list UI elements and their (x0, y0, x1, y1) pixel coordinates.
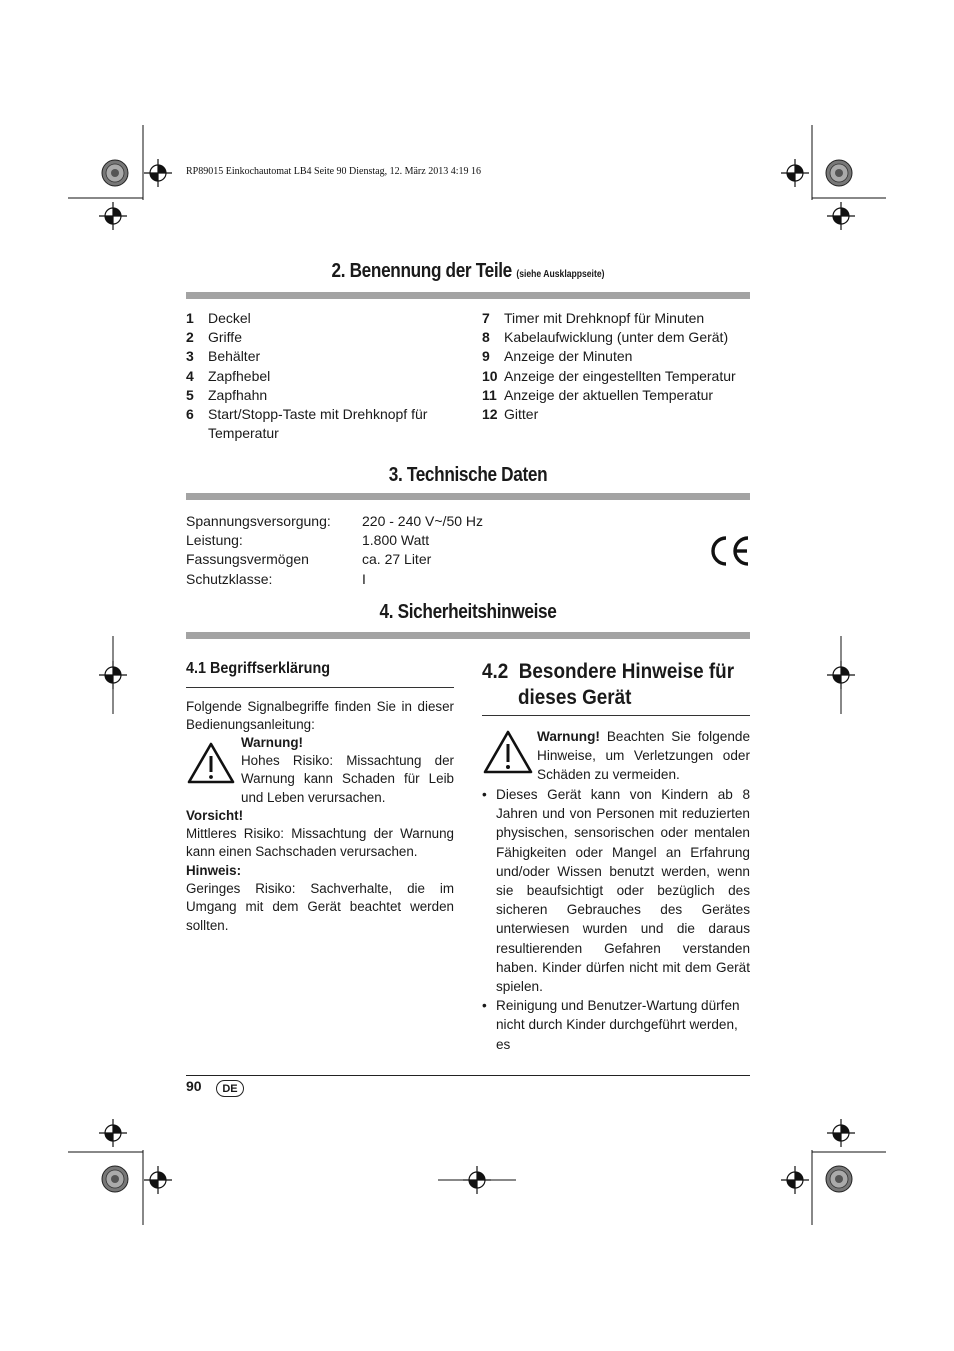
tech-data-table (186, 512, 483, 589)
part-number: 10 (482, 367, 498, 384)
bullet-text: Dieses Gerät kann von Kindern ab 8 Jahren und von Personen mit reduzierten physischen, sensorischen oder mentalen Fähigkeiten oder Mangel an Erfahrung und/oder Wissen benutzt werden, wenn sie beaufsichtigt oder bezüglich des sicheren Gebrauches des Gerätes unterwiesen wurden und die daraus resultierenden Gefahren verstanden haben. Kinder dürfen nicht mit dem Gerät spielen. (496, 787, 750, 995)
table-row (186, 531, 483, 550)
part-number: 1 (186, 310, 194, 326)
bullet-dot: • (482, 787, 487, 802)
parts-list-left (186, 309, 456, 443)
part-number: 5 (186, 386, 194, 403)
subsection-4-1-intro: Folgende Signalbegriffe finden Sie in dieser Bedienungsanleitung: (186, 699, 454, 733)
list-item (482, 328, 750, 347)
section-divider (186, 632, 750, 639)
part-label: Start/Stopp-Taste mit Drehknopf für Temperatur (208, 406, 428, 442)
list-item (186, 367, 456, 386)
registration-wheel-icon (102, 1166, 128, 1192)
section-title-parts-text: 2. Benennung der Teile (331, 260, 512, 282)
spec-label: Schutzklasse: (186, 570, 273, 587)
subsection-title-4-1: 4.1 Begriffserklärung (186, 660, 331, 677)
device-warning (537, 727, 750, 784)
part-label: Anzeige der eingestellten Temperatur (504, 367, 736, 384)
list-item (482, 785, 750, 996)
device-safety-bullets (482, 785, 750, 1054)
ce-mark-icon (708, 535, 750, 567)
part-number: 2 (186, 329, 194, 346)
registration-wheel-icon (826, 160, 852, 186)
part-number: 8 (482, 329, 490, 346)
registration-wheel-icon (826, 1166, 852, 1192)
part-number: 9 (482, 348, 490, 365)
registration-wheel-icon (102, 160, 128, 186)
spec-label: Leistung: (186, 532, 243, 549)
part-label: Timer mit Drehknopf für Minuten (504, 310, 705, 326)
list-item (186, 405, 456, 443)
ce-mark (708, 535, 750, 567)
list-item (482, 309, 750, 328)
list-item (482, 367, 750, 386)
subsection-title-4-2-line2: dieses Gerät (518, 686, 632, 709)
list-item (482, 405, 750, 424)
subsection-rule (482, 715, 750, 716)
part-label: Anzeige der aktuellen Temperatur (504, 386, 714, 403)
part-label: Griffe (208, 329, 242, 346)
part-number: 7 (482, 310, 490, 326)
part-label: Anzeige der Minuten (504, 348, 633, 365)
part-label: Kabelaufwicklung (unter dem Gerät) (504, 329, 729, 346)
part-number: 12 (482, 406, 498, 423)
footer-rule (186, 1075, 750, 1076)
table-row (186, 512, 483, 531)
spec-value: 1.800 Watt (362, 532, 430, 549)
print-header: RP89015 Einkochautomat LB4 Seite 90 Dienstag, 12. März 2013 4:19 16 (186, 166, 481, 177)
list-item (186, 386, 456, 405)
page-number: 90 (186, 1078, 202, 1094)
section-divider (186, 493, 750, 500)
section-title-safety: 4. Sicherheitshinweise (379, 601, 557, 623)
list-item (186, 328, 456, 347)
warning-triangle-icon (482, 729, 534, 775)
note-label: Hinweis: (186, 863, 242, 878)
section-divider (186, 292, 750, 299)
caution-text: Mittleres Risiko: Missachtung der Warnung kann einen Sachschaden verursachen. (186, 826, 454, 860)
warning-label: Warnung! (241, 735, 303, 750)
part-label: Zapfhahn (208, 386, 268, 403)
section-title-tech: 3. Technische Daten (388, 464, 548, 486)
warning-text: Hohes Risiko: Missachtung der Warnung kann Schaden für Leib und Leben verursachen. (241, 753, 454, 805)
device-warning-label: Warnung! (537, 729, 600, 744)
spec-label: Fassungsvermögen (186, 551, 309, 568)
spec-value: ca. 27 Liter (362, 551, 432, 568)
subsection-rule (186, 687, 454, 688)
spec-value: 220 - 240 V~/50 Hz (362, 513, 484, 529)
list-item (186, 347, 456, 366)
list-item (482, 386, 750, 405)
part-label: Behälter (208, 348, 261, 365)
language-badge: DE (216, 1080, 244, 1097)
table-row (186, 550, 483, 569)
note-definition (186, 862, 454, 935)
list-item (482, 996, 750, 1054)
part-number: 4 (186, 367, 194, 384)
part-label: Deckel (208, 310, 251, 326)
subsection-title-4-2 (482, 659, 734, 711)
table-row (186, 570, 483, 589)
list-item (482, 347, 750, 366)
warning-triangle-icon (186, 741, 236, 785)
part-label: Zapfhebel (208, 367, 271, 384)
list-item (186, 309, 456, 328)
parts-list-right (482, 309, 750, 424)
spec-label: Spannungsversorgung: (186, 513, 331, 529)
device-warning-text: Beachten Sie folgende Hinweise, um Verletzungen oder Schäden zu vermeiden. (537, 729, 750, 782)
part-number: 6 (186, 406, 194, 423)
section-title-parts-note: (siehe Ausklappseite) (516, 269, 605, 280)
subsection-title-4-2-line1: 4.2 Besondere Hinweise für (482, 660, 735, 683)
spec-value: I (362, 570, 366, 587)
part-number: 11 (482, 386, 497, 403)
note-text: Geringes Risiko: Sachverhalte, die im Umgang mit dem Gerät beachtet werden sollten. (186, 881, 454, 933)
section-title-parts (225, 260, 710, 283)
warning-definition (241, 734, 454, 807)
part-number: 3 (186, 348, 194, 365)
bullet-text: Reinigung und Benutzer-Wartung dürfen nicht durch Kinder durchgeführt werden, es (496, 998, 740, 1052)
caution-definition (186, 807, 454, 862)
part-label: Gitter (504, 406, 539, 423)
caution-label: Vorsicht! (186, 808, 244, 823)
bullet-dot: • (482, 998, 487, 1014)
